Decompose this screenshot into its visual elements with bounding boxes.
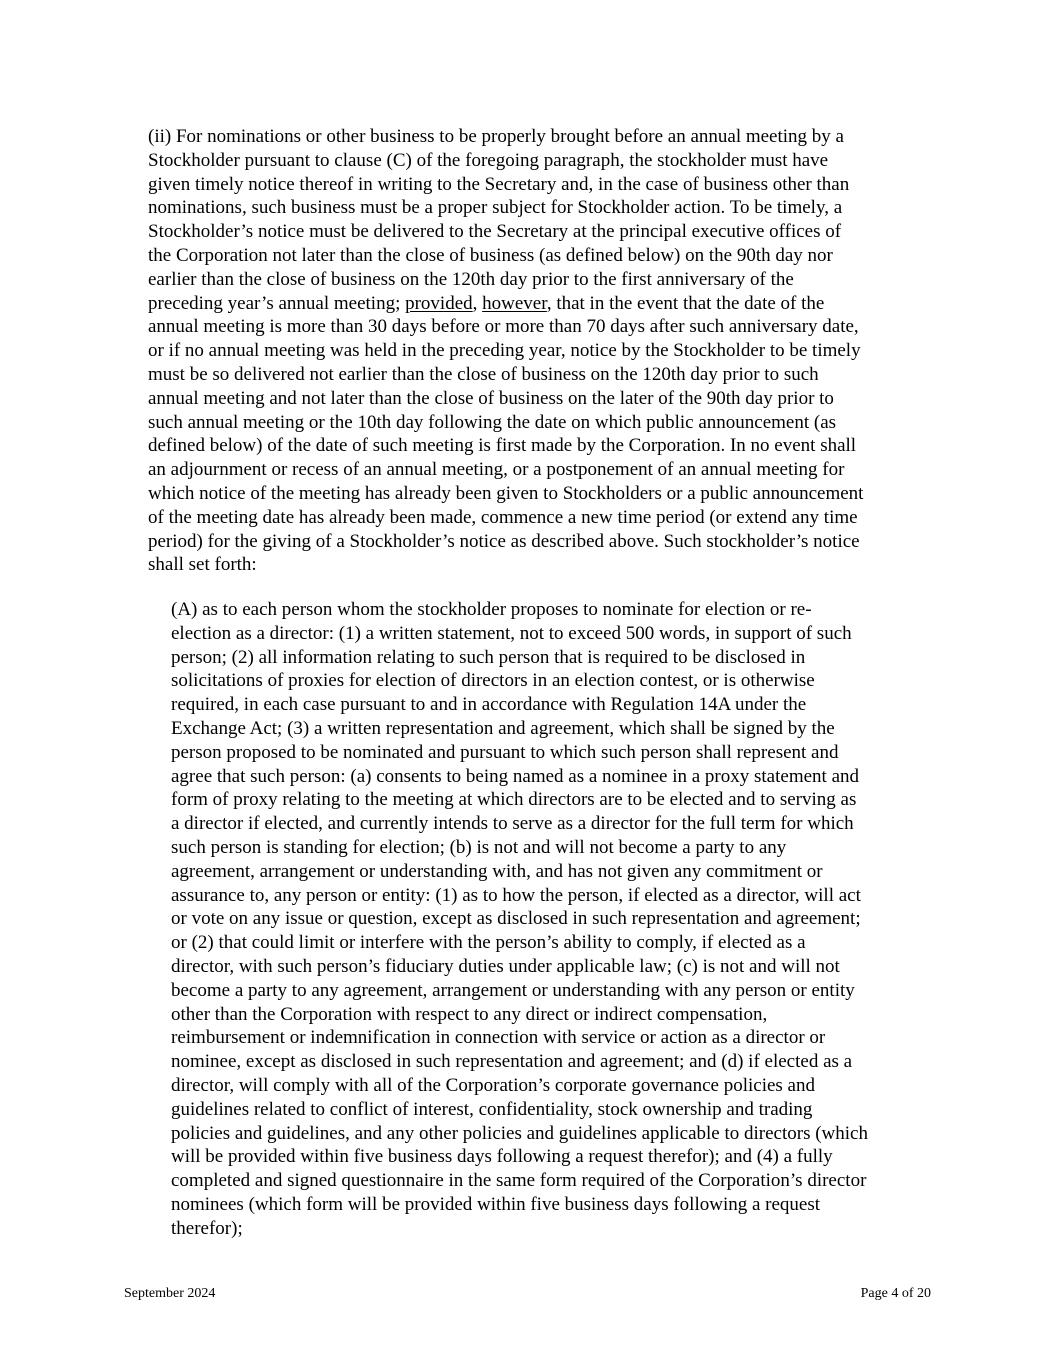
paragraph-line: earlier than the close of business on the 120th day prior to the first anniversary of the [148, 268, 794, 290]
underlined-term-however: however [482, 292, 547, 314]
paragraph-line: will be provided within five business days following a request therefor); and (4) a fully [171, 1146, 833, 1168]
paragraph-line: the Corporation not later than the close of business (as defined below) on the 90th day nor [148, 244, 833, 266]
paragraph-line: or (2) that could limit or interfere with the person’s ability to comply, if elected as a [171, 932, 806, 954]
paragraph-line: therefor); [171, 1217, 243, 1239]
paragraph-line: a director if elected, and currently intends to serve as a director for the full term for which [171, 813, 854, 835]
paragraph-line: nominations, such business must be a proper subject for Stockholder action. To be timely, a [148, 197, 843, 219]
paragraph-line: director, will comply with all of the Corporation’s corporate governance policies and [171, 1074, 815, 1096]
paragraph-line: such annual meeting or the 10th day following the date on which public announcement (as [148, 411, 837, 433]
paragraph-line: completed and signed questionnaire in the same form required of the Corporation’s director [171, 1170, 867, 1192]
paragraph-line: person proposed to be nominated and pursuant to which such person shall represent and [171, 741, 839, 763]
paragraph-line: or vote on any issue or question, except as disclosed in such representation and agreement; [171, 908, 861, 930]
paragraph-line: annual meeting and not later than the close of business on the later of the 90th day prior to [148, 387, 834, 409]
paragraph-line: Stockholder pursuant to clause (C) of the foregoing paragraph, the stockholder must have [148, 149, 829, 171]
paragraph-line: director, with such person’s fiduciary duties under applicable law; (c) is not and will not [171, 955, 840, 977]
line-text: , that in the event that the date of the [546, 292, 825, 314]
line-text: preceding year’s annual meeting; [148, 292, 406, 314]
paragraph-line: shall set forth: [148, 554, 257, 576]
paragraph-line: an adjournment or recess of an annual meeting, or a postponement of an annual meeting for [148, 459, 845, 481]
paragraph-line-proviso [148, 292, 863, 316]
paragraph-line: (A) as to each person whom the stockholder proposes to nominate for election or re- [171, 599, 812, 620]
paragraph-line: defined below) of the date of such meeting is first made by the Corporation. In no event shall [148, 435, 857, 457]
paragraph-line: person; (2) all information relating to such person that is required to be disclosed in [171, 646, 806, 668]
paragraph-line: annual meeting is more than 30 days before or more than 70 days after such anniversary date, [148, 316, 859, 338]
paragraph-line: such person is standing for election; (b) is not and will not become a party to any [171, 836, 787, 858]
paragraph-a [171, 598, 868, 1241]
line-text: , [472, 292, 483, 314]
paragraph-line: Stockholder’s notice must be delivered to the Secretary at the principal executive offices of [148, 221, 842, 243]
underlined-term-provided: provided [405, 292, 473, 314]
paragraph-line: period) for the giving of a Stockholder’s notice as described above. Such stockholder’s notice [148, 530, 860, 552]
paragraph-line: (ii) For nominations or other business to be properly brought before an annual meeting by a [148, 126, 844, 147]
paragraph-line: Exchange Act; (3) a written representation and agreement, which shall be signed by the [171, 717, 835, 739]
paragraph-line: other than the Corporation with respect to any direct or indirect compensation, [171, 1003, 768, 1025]
paragraph-line: which notice of the meeting has already been given to Stockholders or a public announcement [148, 482, 864, 504]
paragraph-line: required, in each case pursuant to and in accordance with Regulation 14A under the [171, 694, 807, 716]
paragraph-line: or if no annual meeting was held in the preceding year, notice by the Stockholder to be timely [148, 340, 861, 362]
paragraph-line: must be so delivered not earlier than the close of business on the 120th day prior to such [148, 363, 819, 385]
paragraph-line: of the meeting date has already been made, commence a new time period (or extend any time [148, 506, 858, 528]
paragraph-line: nominees (which form will be provided within five business days following a request [171, 1193, 821, 1215]
footer-page-number: Page 4 of 20 [860, 1286, 931, 1301]
paragraph-ii [148, 125, 863, 577]
footer-date: September 2024 [124, 1286, 216, 1301]
paragraph-line: become a party to any agreement, arrangement or understanding with any person or entity [171, 979, 855, 1001]
paragraph-line: form of proxy relating to the meeting at which directors are to be elected and to serving as [171, 789, 857, 811]
paragraph-line: given timely notice thereof in writing to the Secretary and, in the case of business other than [148, 173, 850, 195]
paragraph-line: reimbursement or indemnification in connection with service or action as a director or [171, 1027, 826, 1049]
paragraph-line: solicitations of proxies for election of directors in an election contest, or is otherwise [171, 670, 815, 692]
paragraph-line: nominee, except as disclosed in such representation and agreement; and (d) if elected as a [171, 1051, 853, 1073]
paragraph-line: policies and guidelines, and any other policies and guidelines applicable to directors (which [171, 1122, 868, 1144]
paragraph-line: assurance to, any person or entity: (1) as to how the person, if elected as a director, will act [171, 884, 861, 906]
paragraph-line: agree that such person: (a) consents to being named as a nominee in a proxy statement and [171, 765, 859, 787]
paragraph-line: agreement, arrangement or understanding with, and has not given any commitment or [171, 860, 823, 882]
paragraph-line: election as a director: (1) a written statement, not to exceed 500 words, in support of such [171, 622, 852, 644]
paragraph-line: guidelines related to conflict of interest, confidentiality, stock ownership and trading [171, 1098, 813, 1120]
